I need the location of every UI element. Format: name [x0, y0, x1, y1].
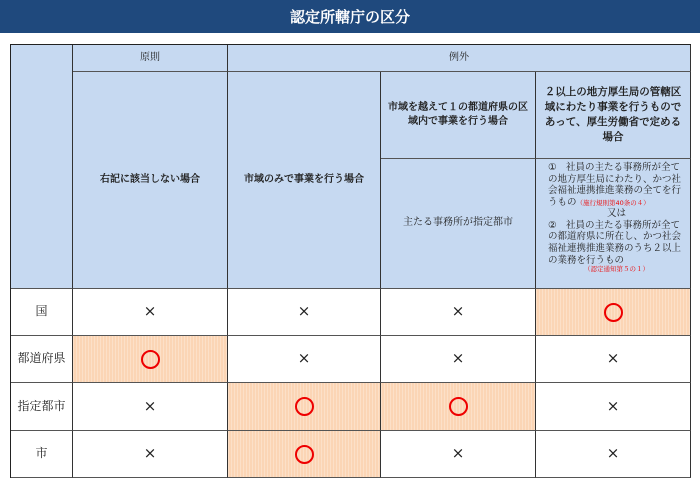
principle-header: 原則	[73, 45, 228, 72]
table-cell	[381, 431, 536, 478]
circle-mark-icon	[295, 397, 314, 416]
col3-subheader: 主たる事務所が指定都市	[381, 159, 536, 289]
page-title: 認定所轄庁の区分	[0, 0, 700, 33]
cross-mark-icon: ×	[297, 349, 311, 368]
cross-mark-icon: ×	[451, 349, 465, 368]
table-cell	[73, 289, 228, 336]
cross-mark-icon: ×	[297, 302, 311, 321]
cross-mark-icon: ×	[451, 444, 465, 463]
cross-mark-icon: ×	[606, 444, 620, 463]
table-cell	[381, 383, 536, 431]
cross-mark-icon: ×	[606, 349, 620, 368]
cross-mark-icon: ×	[143, 444, 157, 463]
table-cell	[536, 336, 691, 383]
table-cell	[228, 336, 381, 383]
table-cell	[228, 289, 381, 336]
jurisdiction-table	[10, 44, 691, 478]
condition-2: ② 社員の主たる事務所が全ての都道府県に所在し、かつ社会福祉連携推進業務のうち２以上の業務を行うもの	[548, 219, 682, 266]
row-label: 市	[11, 431, 73, 478]
table-cell	[73, 431, 228, 478]
table-cell	[228, 431, 381, 478]
cross-mark-icon: ×	[143, 302, 157, 321]
table-cell	[73, 336, 228, 383]
corner-cell	[11, 45, 73, 289]
table-cell	[536, 289, 691, 336]
table-cell	[73, 383, 228, 431]
col4-subheader	[536, 159, 691, 289]
exception-header: 例外	[228, 45, 691, 72]
col1-header: 右記に該当しない場合	[73, 72, 228, 289]
circle-mark-icon	[141, 350, 160, 369]
col3-header: 市域を越えて１の都道府県の区域内で事業を行う場合	[381, 72, 536, 159]
circle-mark-icon	[604, 303, 623, 322]
table-cell	[228, 383, 381, 431]
condition-1: ① 社員の主たる事務所が全ての地方厚生局にわたり、かつ社会福祉連携推進業務の全てを行うもの	[548, 162, 682, 208]
row-label: 都道府県	[11, 336, 73, 383]
row-label: 指定都市	[11, 383, 73, 431]
table-cell	[381, 289, 536, 336]
condition-1-note: （施行規則第40条の４）	[576, 198, 650, 207]
col4-header: ２以上の地方厚生局の管轄区域にわたり事業を行うものであって、厚生労働省で定める場合	[536, 72, 691, 159]
circle-mark-icon	[295, 445, 314, 464]
table-cell	[381, 336, 536, 383]
col2-header: 市域のみで事業を行う場合	[228, 72, 381, 289]
table-cell	[536, 383, 691, 431]
cross-mark-icon: ×	[143, 396, 157, 415]
table-cell	[536, 431, 691, 478]
or-label: 又は	[606, 208, 626, 220]
condition-2-note: （認定通知第５の１）	[584, 265, 649, 274]
cross-mark-icon: ×	[451, 302, 465, 321]
row-label: 国	[11, 289, 73, 336]
cross-mark-icon: ×	[606, 396, 620, 415]
circle-mark-icon	[449, 397, 468, 416]
